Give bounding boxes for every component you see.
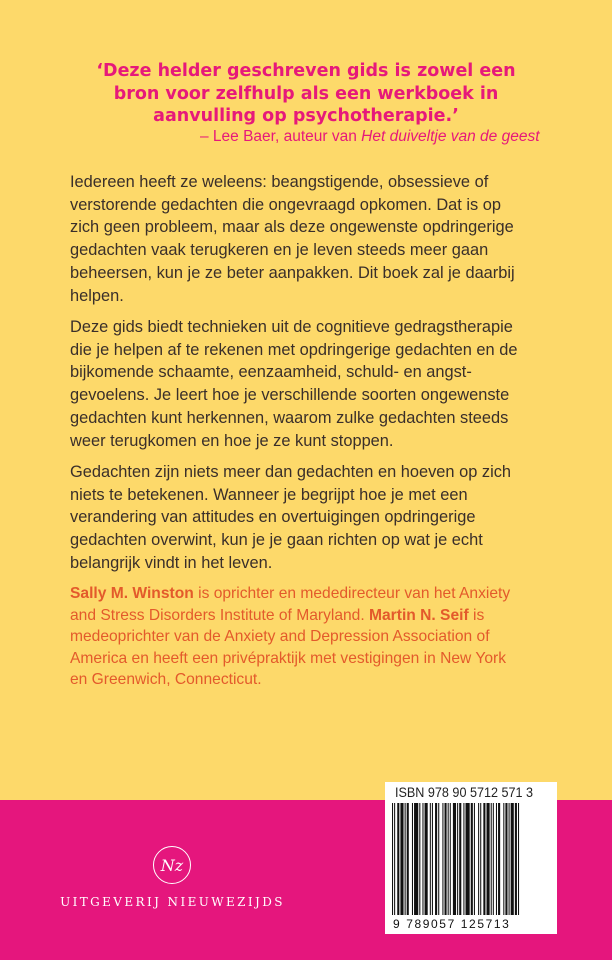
barcode-bar (505, 803, 507, 915)
barcode-bar (466, 803, 470, 915)
barcode-bar (509, 803, 510, 915)
barcode-bar (480, 803, 481, 915)
bio-text: medeoprichter van de Anxiety and Depression Association of (70, 628, 490, 645)
isbn-label: ISBN 978 90 5712 571 3 (395, 784, 534, 800)
barcode-bar (448, 803, 449, 915)
text-line: gedachten kunt herkennen, waarom zulke gedachten steeds (70, 408, 509, 427)
publisher-logo-icon (153, 846, 191, 884)
text-line: gedachten overwint, kun je je gaan richten op wat je echt (70, 531, 483, 550)
barcode-bar (430, 803, 431, 915)
barcode-bar (471, 803, 473, 915)
quote-line: bron voor zelfhulp als een werkboek in (113, 83, 499, 104)
barcode-bar (407, 803, 409, 915)
barcode-bar (397, 803, 399, 915)
barcode-bar (474, 803, 475, 915)
barcode-bar (496, 803, 497, 915)
barcode-bar (463, 803, 464, 915)
barcode-bar (438, 803, 439, 915)
barcode-bar (432, 803, 433, 915)
barcode-bar (478, 803, 479, 915)
author-name: Martin N. Seif (369, 606, 469, 624)
text-line: weer terugkomen en hoe je ze kunt stoppen. (70, 431, 394, 450)
blurb-paragraph-1 (70, 171, 570, 307)
barcode-bar (457, 803, 458, 915)
barcode-bar (435, 803, 437, 915)
text-line: zich geen probleem, maar als deze ongewenste opdringerige (70, 218, 514, 237)
barcode-bar (493, 803, 494, 915)
author-name: Sally M. Winston (70, 585, 194, 602)
author-bio (70, 583, 580, 691)
barcode-bar (405, 803, 406, 915)
barcode-bar (442, 803, 443, 915)
text-line: verstorende gedachten die ongevraagd opkomen. Dat is op (70, 195, 501, 214)
text-line: Iedereen heeft ze weleens: beangstigende, obsessieve of (70, 173, 489, 191)
attribution-book-title: Het duiveltje van de geest (361, 128, 540, 145)
blurb-paragraph-3 (70, 461, 570, 575)
text-line: belangrijk vindt in het leven. (70, 553, 273, 572)
endorsement-quote (0, 60, 612, 128)
text-line: helpen. (70, 286, 124, 305)
text-line: die je helpen af te rekenen met opdringerige gedachten en de (70, 340, 518, 359)
barcode-bar (412, 803, 413, 915)
barcode-bar (459, 803, 461, 915)
barcode-bar (394, 803, 395, 915)
bio-text: is oprichter en mededirecteur van het Anxiety (193, 585, 511, 602)
barcode-bar (515, 803, 517, 915)
text-line: verandering van attitudes en overtuigingen opdringerige (70, 508, 476, 527)
text-line: gedachten vaak terugkeren en je leven steeds meer gaan (70, 241, 489, 260)
blurb-paragraph-2 (70, 316, 570, 452)
barcode-bar (487, 803, 490, 915)
bio-text: and Stress Disorders Institute of Maryland. (70, 606, 370, 624)
barcode-bar (414, 803, 418, 915)
barcode-bar (419, 803, 420, 915)
text-line: beheersen, kun je ze beter aanpakken. Dit boek zal je daarbij (70, 263, 515, 282)
barcode-bar (453, 803, 456, 915)
barcode-bar (400, 803, 403, 915)
barcode-bar (445, 803, 447, 915)
quote-line: ‘Deze helder geschreven gids is zowel een (96, 61, 516, 81)
logo-monogram: Nz (160, 855, 184, 875)
publisher-name: UITGEVERIJ NIEUWEZIJDS (60, 895, 285, 909)
bio-text: is (468, 606, 485, 624)
bio-text: America en heeft een privépraktijk met vestigingen in New York (70, 649, 506, 667)
barcode-bar (503, 803, 504, 915)
barcode-bar (425, 803, 428, 915)
quote-attribution (200, 128, 540, 146)
attribution-prefix: – Lee Baer, auteur van (200, 128, 362, 145)
barcode-bar (498, 803, 500, 915)
text-line: Deze gids biedt technieken uit de cognitieve gedragstherapie (70, 318, 513, 336)
bio-text: en Greenwich, Connecticut. (70, 671, 262, 688)
text-line: Gedachten zijn niets meer dan gedachten en hoeven op zich (70, 463, 512, 481)
quote-line: aanvulling op psychotherapie.’ (153, 106, 459, 126)
barcode-bar (483, 803, 485, 915)
barcode-bar (450, 803, 451, 915)
text-line: gevoelens. Je leert hoe je verschillende soorten ongewenste (70, 386, 510, 405)
text-line: bijkomende schaamte, eenzaamheid, schuld- en angst- (70, 363, 472, 382)
barcode-bar (422, 803, 423, 915)
barcode-bar (491, 803, 492, 915)
barcode-icon (392, 803, 550, 915)
barcode-bar (392, 803, 393, 915)
barcode-bar (518, 803, 519, 915)
text-line: niets te betekenen. Wanneer je begrijpt hoe je met een (70, 485, 468, 504)
barcode-bar (511, 803, 514, 915)
barcode-digits: 9 789057 125713 (393, 917, 511, 931)
